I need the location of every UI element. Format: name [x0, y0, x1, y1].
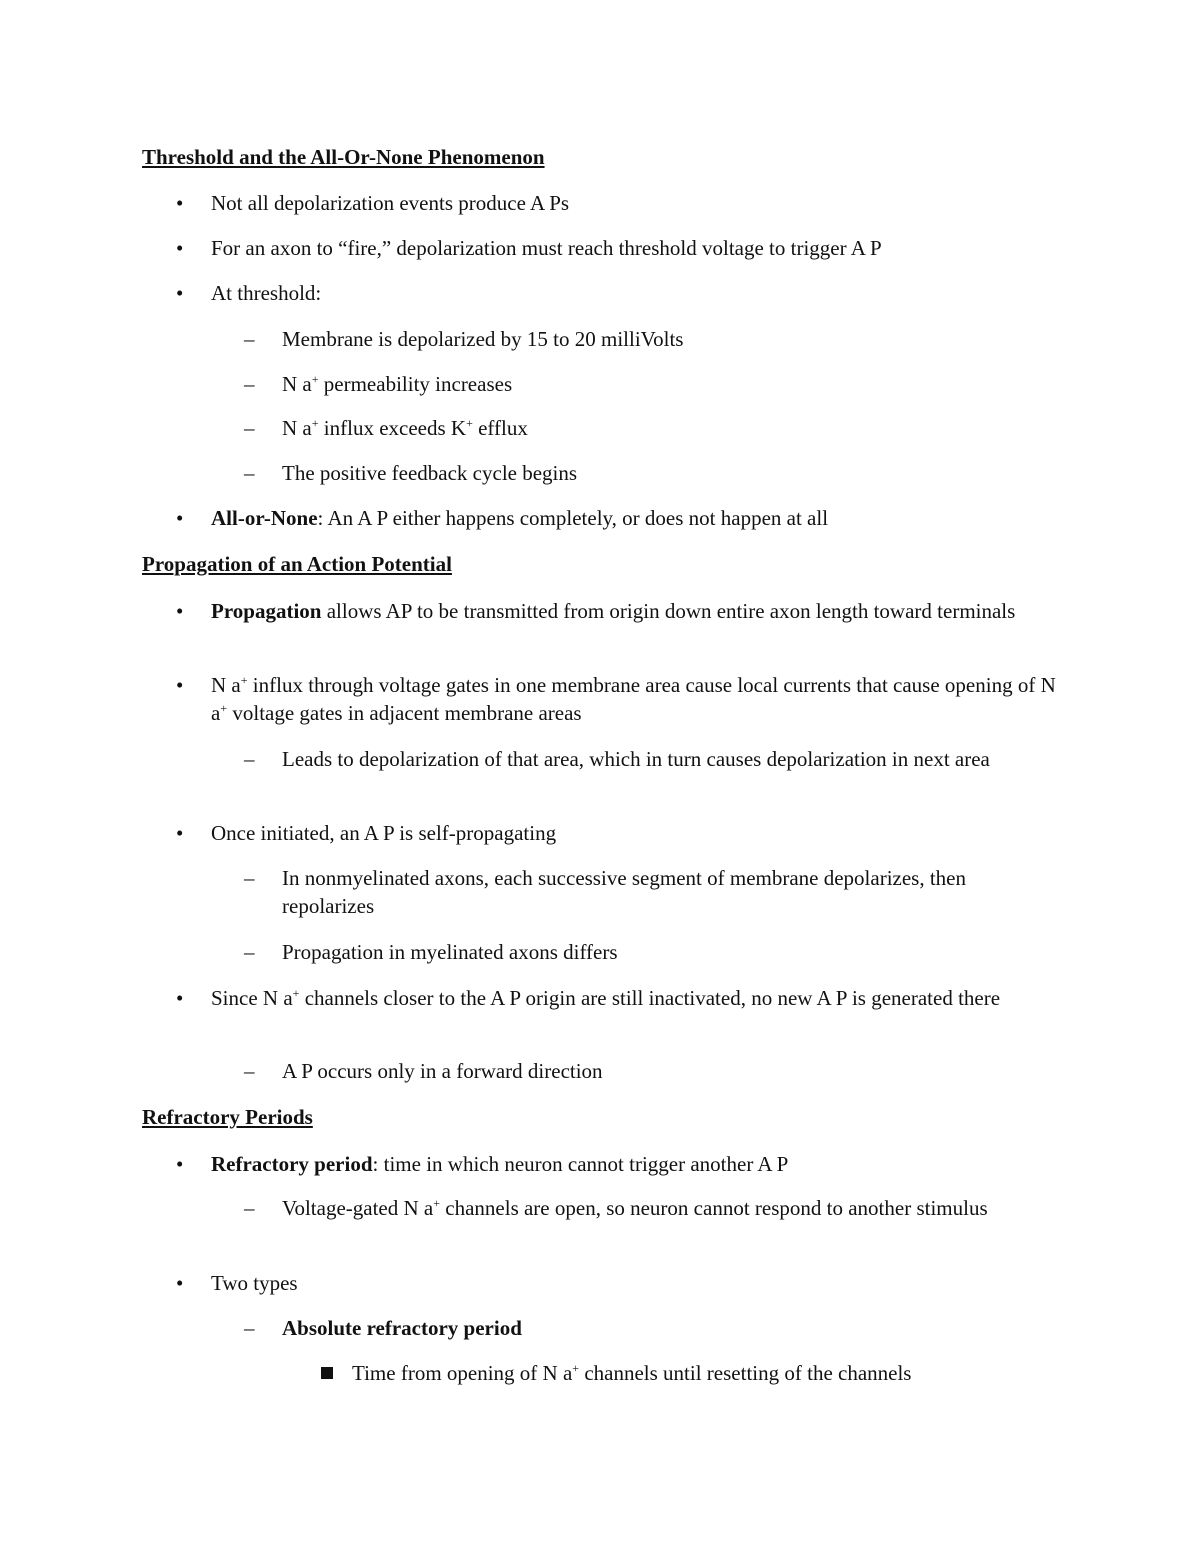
superscript: + — [220, 701, 228, 715]
heading-threshold: Threshold and the All-Or-None Phenomenon — [142, 145, 545, 169]
dash-icon: – — [244, 1059, 255, 1083]
heading-refractory: Refractory Periods — [142, 1105, 313, 1129]
term-bold: Propagation — [211, 599, 322, 623]
bullet-text: Since N a — [211, 986, 293, 1010]
superscript: + — [292, 986, 300, 1000]
sub-item — [244, 1314, 1062, 1342]
bullet-text: allows AP to be transmitted from origin down entire axon length toward terminals — [321, 599, 1016, 623]
sub-text: Membrane is depolarized by 15 to 20 milliVolts — [282, 327, 684, 351]
dash-icon: – — [244, 327, 255, 351]
sub-item — [244, 1057, 1062, 1085]
superscript: + — [311, 416, 319, 430]
dash-icon: – — [244, 1196, 255, 1220]
dash-icon: – — [244, 866, 255, 890]
sub-item — [244, 370, 1062, 398]
sub-text: In nonmyelinated axons, each successive segment of membrane depolarizes, then repolarizes — [282, 866, 967, 918]
bullet-item — [176, 1269, 1061, 1297]
sub-item — [244, 325, 1062, 353]
bullet-icon: • — [176, 506, 184, 530]
superscript: + — [433, 1196, 441, 1210]
dash-icon: – — [244, 372, 255, 396]
tertiary-text: Time from opening of N a — [352, 1361, 573, 1385]
sub-item — [244, 864, 1062, 920]
bullet-icon: • — [176, 236, 184, 260]
bullet-item — [176, 504, 1061, 532]
bullet-item — [176, 279, 1061, 307]
bullet-text: At threshold: — [211, 281, 322, 305]
bullet-text: Once initiated, an A P is self-propagating — [211, 821, 557, 845]
superscript: + — [311, 372, 319, 386]
tertiary-item — [352, 1359, 1072, 1387]
bullet-text: Not all depolarization events produce A Ps — [211, 191, 570, 215]
bullet-icon: • — [176, 191, 184, 215]
bullet-icon: • — [176, 986, 184, 1010]
dash-icon: – — [244, 940, 255, 964]
bullet-text: : time in which neuron cannot trigger another A P — [372, 1152, 789, 1176]
bullet-item — [176, 1150, 1061, 1178]
dash-icon: – — [244, 416, 255, 440]
tertiary-text: channels until resetting of the channels — [579, 1361, 912, 1385]
sub-item — [244, 414, 1062, 442]
bullet-item — [176, 819, 1061, 847]
bullet-text: voltage gates in adjacent membrane areas — [227, 701, 582, 725]
sub-text: Propagation in myelinated axons differs — [282, 940, 618, 964]
square-bullet-icon — [321, 1367, 333, 1379]
dash-icon: – — [244, 461, 255, 485]
dash-icon: – — [244, 1316, 255, 1340]
bullet-icon: • — [176, 1271, 184, 1295]
sub-text: N a — [282, 372, 312, 396]
superscript: + — [240, 673, 248, 687]
dash-icon: – — [244, 747, 255, 771]
sub-text: Leads to depolarization of that area, which in turn causes depolarization in next area — [282, 747, 990, 771]
bullet-icon: • — [176, 1152, 184, 1176]
bullet-item — [176, 234, 1061, 262]
bullet-item — [176, 597, 1061, 625]
sub-item — [244, 1194, 1062, 1222]
bullet-item — [176, 671, 1061, 727]
bullet-item — [176, 189, 1061, 217]
sub-text: A P occurs only in a forward direction — [282, 1059, 603, 1083]
sub-text: channels are open, so neuron cannot respond to another stimulus — [440, 1196, 988, 1220]
bullet-item — [176, 984, 1061, 1012]
sub-text: The positive feedback cycle begins — [282, 461, 578, 485]
bullet-icon: • — [176, 821, 184, 845]
sub-text: Voltage-gated N a — [282, 1196, 434, 1220]
bullet-text: For an axon to “fire,” depolarization must reach threshold voltage to trigger A P — [211, 236, 882, 260]
bullet-text: channels closer to the A P origin are still inactivated, no new A P is generated there — [299, 986, 1001, 1010]
sub-text: N a — [282, 416, 312, 440]
sub-item — [244, 745, 1062, 773]
bullet-icon: • — [176, 673, 184, 697]
bullet-text: : An A P either happens completely, or does not happen at all — [317, 506, 829, 530]
sub-text: permeability increases — [318, 372, 513, 396]
bullet-text: influx through voltage gates in one membrane area cause local currents that cause opening of N a — [211, 673, 1056, 725]
bullet-text: N a — [211, 673, 241, 697]
bullet-icon: • — [176, 599, 184, 623]
term-bold: All-or-None — [211, 506, 318, 530]
sub-item — [244, 938, 1062, 966]
superscript: + — [466, 416, 473, 430]
heading-propagation: Propagation of an Action Potential — [142, 552, 452, 576]
sub-text: influx exceeds K — [318, 416, 467, 440]
sub-text: efflux — [472, 416, 528, 440]
bullet-text: Two types — [211, 1271, 298, 1295]
bullet-icon: • — [176, 281, 184, 305]
sub-item — [244, 459, 1062, 487]
term-bold: Refractory period — [211, 1152, 373, 1176]
superscript: + — [572, 1361, 580, 1375]
sub-text-bold: Absolute refractory period — [282, 1316, 522, 1340]
